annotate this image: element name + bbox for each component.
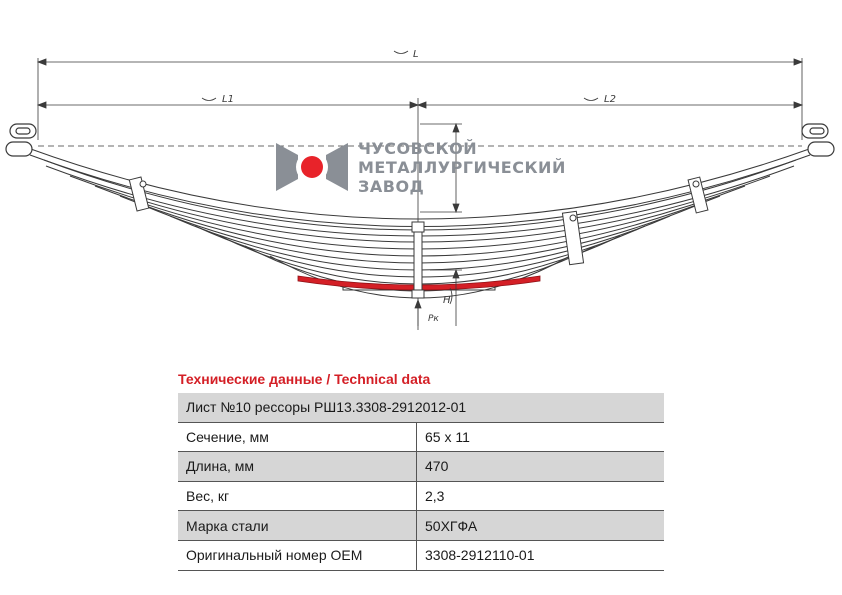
table-header-row <box>178 393 664 422</box>
logo-line-1: ЧУСОВСКОЙ <box>358 139 478 158</box>
row-value: 470 <box>417 452 665 482</box>
row-value: 2,3 <box>417 481 665 511</box>
row-value: 3308-2912110-01 <box>417 540 665 570</box>
table-row <box>178 511 664 541</box>
dimension-l-label: L <box>413 49 419 60</box>
row-label: Оригинальный номер OEM <box>178 540 417 570</box>
technical-data-table <box>178 393 664 571</box>
dimension-l <box>38 51 802 140</box>
table-row <box>178 481 664 511</box>
row-label: Длина, мм <box>178 452 417 482</box>
table-row <box>178 422 664 452</box>
row-label: Вес, кг <box>178 481 417 511</box>
dimension-h-label: H <box>443 295 451 306</box>
clamp-left <box>129 177 148 211</box>
technical-data-title: Технические данные / Technical data <box>178 371 431 387</box>
table-row <box>178 540 664 570</box>
row-label: Марка стали <box>178 511 417 541</box>
company-logo-mark <box>276 143 348 191</box>
clamp-mid-right <box>562 211 583 264</box>
row-value: 65 х 11 <box>417 422 665 452</box>
dimension-l1-label: L1 <box>222 94 234 105</box>
center-bolt <box>412 222 424 298</box>
table-row <box>178 452 664 482</box>
load-arrow <box>415 300 421 326</box>
row-value: 50ХГФА <box>417 511 665 541</box>
logo-line-2: МЕТАЛЛУРГИЧЕСКИЙ <box>358 158 566 177</box>
logo-line-3: ЗАВОД <box>358 177 425 196</box>
load-label: Pк <box>428 314 439 324</box>
part-name-cell: Лист №10 рессоры РШ13.3308-2912012-01 <box>178 393 664 422</box>
spring-eye-left <box>6 124 36 156</box>
spring-eye-right <box>802 124 834 156</box>
dimension-l2-label: L2 <box>604 94 616 105</box>
row-label: Сечение, мм <box>178 422 417 452</box>
company-logo-text <box>358 139 578 196</box>
